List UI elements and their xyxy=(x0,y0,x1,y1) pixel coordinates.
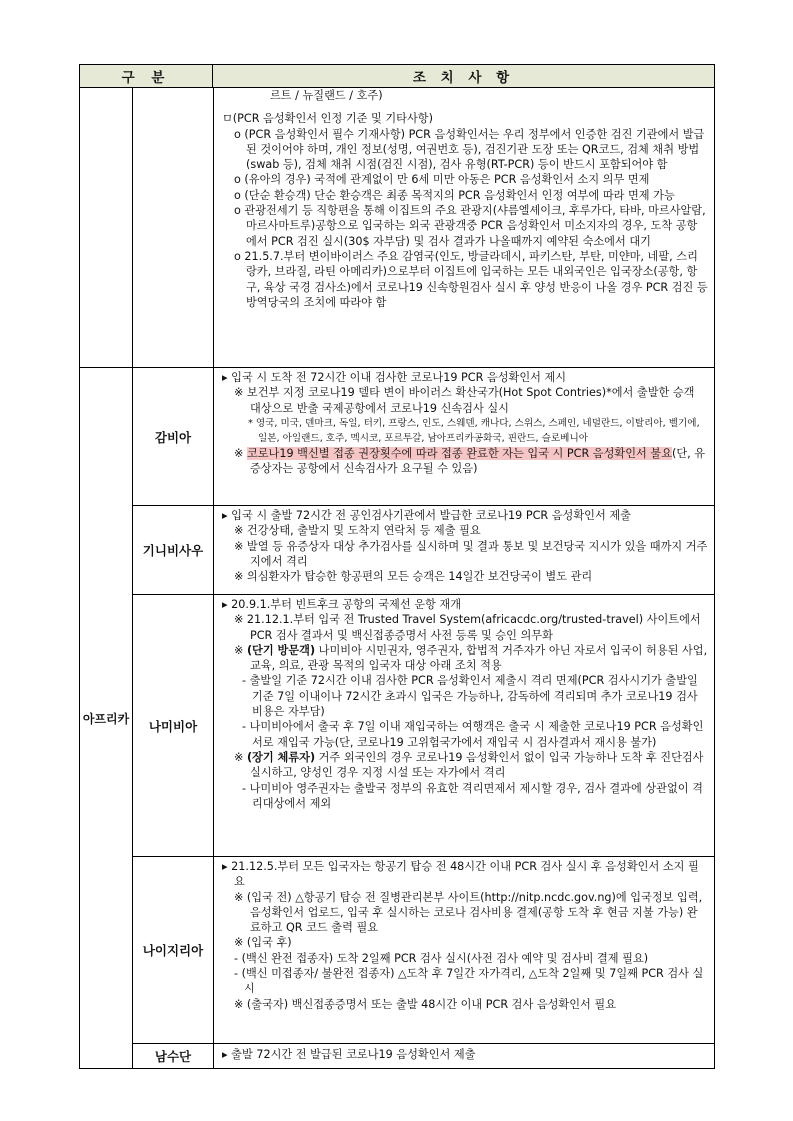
measures-table xyxy=(79,64,715,1069)
hl-prefix: ※ xyxy=(234,446,247,460)
list-item: ※ (장기 체류자) 거주 외국인의 경우 코로나19 음성확인서 없이 입국 가능하나 도착 후 진단검사 실시하고, 양성인 경우 지정 시설 또는 자가에서 격리 xyxy=(234,750,704,780)
text: 거주 외국인의 경우 코로나19 음성확인서 없이 입국 가능하나 도착 후 진단검사 실시하고, 양성인 경우 지정 시설 또는 자가에서 격리 xyxy=(250,750,704,780)
list-item: o 관광전세기 등 직항편을 통해 이집트의 주요 관광지(샤름엘셰이크, 후루가다, 타바, 마르사알람, 마르사마트루)공항으로 입국하는 외국 관광객중 PCR 음성확인서 미소지자의 경우, 도착 공항에서 PCR 검진 실시(30$ 자부담) 및 검사 결과가 나올때까지 예약된 숙소에서 대기 xyxy=(234,204,706,248)
intro-spacer xyxy=(222,103,708,111)
country-name: 나미비아 xyxy=(133,595,214,856)
list-item: ▸ 21.12.5.부터 모든 입국자는 항공기 탑승 전 48시간 이내 PCR 검사 실시 후 음성확인서 소지 필요 xyxy=(222,860,699,889)
list-item: o (PCR 음성확인서 필수 기재사항) PCR 음성확인서는 우리 정부에서 인증한 검진 기관에서 발급된 것이어야 하며, 개인 정보(성명, 여권번호 등), 검진기관 도장 또는 QR코드, 검체 채취 방법(swab 등), 검체 채취 시점(검진 시점), 검사 유형(RT-PCR) 등이 반드시 포함되어야 함 xyxy=(234,127,705,172)
intro-line: 르트 / 뉴질랜드 / 호주) xyxy=(270,89,383,102)
bold-label: (단기 방문객) xyxy=(246,643,316,657)
list-item: o 21.5.7.부터 변이바이러스 주요 감염국(인도, 방글라데시, 파키스탄, 부탄, 미얀마, 네팔, 스리랑카, 브라질, 라틴 아메리카)으로부터 이집트에 입국하는 모든 내외국인은 입국장소(공항, 항구, 육상 국경 검사소)에서 코로나19 신속항원검사 실시 후 양성 반응이 나올 경우 PCR 검진 등 방역당국의 조치에 따라야 함 xyxy=(234,249,708,309)
table-row-egypt-continued xyxy=(80,88,714,367)
list-item: ▸ 입국 시 출발 72시간 전 공인검사기관에서 발급한 코로나19 PCR 음성확인서 제출 xyxy=(222,509,631,522)
country-content xyxy=(214,506,714,594)
country-name: 나이지리아 xyxy=(133,857,214,1043)
country-content xyxy=(214,368,714,505)
africa-block xyxy=(80,367,714,1068)
sub-item: - (백신 미접종자/ 불완전 접종자) △도착 후 7일간 자가격리, △도착 2일째 및 7일째 PCR 검사 실시 xyxy=(234,967,704,996)
sub-item: - 나미비아에서 출국 후 7일 이내 재입국하는 여행객은 출국 시 제출한 코로나19 PCR 음성확인서로 재입국 가능(단, 코로나19 고위험국가에서 재입국 시 검사결과서 재시용 불가) xyxy=(242,720,704,749)
country-name: 기니비사우 xyxy=(133,506,214,594)
sub-item: - 나미비아 영주권자는 출발국 정부의 유효한 격리면제서 제시할 경우, 검사 결과에 상관없이 격리대상에서 제외 xyxy=(242,781,703,810)
country-row-guinea-bissau xyxy=(133,505,714,594)
list-item: ※ (입국 후) xyxy=(234,936,292,950)
list-item: ※ 21.12.1.부터 입국 전 Trusted Travel System(africacdc.org/trusted-travel) 사이트에서 PCR 검사 결과서 및 백신접종증명서 사전 등록 및 승인 의무화 xyxy=(234,613,701,642)
egypt-content xyxy=(214,88,714,367)
list-item: ※ 의심환자가 탑승한 항공편의 모든 승객은 14일간 보건당국이 별도 관리 xyxy=(234,570,593,584)
list-item-highlight xyxy=(222,446,708,477)
country-row-namibia xyxy=(133,594,714,856)
country-row-south-sudan xyxy=(133,1043,714,1068)
list-item: ※ 건강상태, 출발지 및 도착지 연락처 등 제출 필요 xyxy=(234,524,481,538)
country-name: 감비아 xyxy=(133,368,214,505)
country-name: 남수단 xyxy=(133,1044,214,1068)
footnote: * 영국, 미국, 덴마크, 독일, 터키, 프랑스, 인도, 스웨덴, 캐나다, 스위스, 스페인, 네덜란드, 이탈리아, 벨기에, 일본, 아일랜드, 호주, 멕시코, 포르투갈, 남아프리카공화국, 핀란드, 슬로베니아 xyxy=(248,417,700,444)
country-row-nigeria xyxy=(133,856,714,1043)
table-header xyxy=(80,65,714,88)
sub-item: - 출발일 기준 72시간 이내 검사한 PCR 음성확인서 제출시 격리 면제(PCR 검사시기가 출발일 기준 7일 이내이나 72시간 초과시 입국은 가능하나, 감독하에 격리되며 추가 코로나19 검사비용은 자부담) xyxy=(242,674,698,719)
list-item: ※ (입국 전) △항공기 탑승 전 질병관리본부 사이트(http://nitp.ncdc.gov.ng)에 입국정보 입력, 음성확인서 업로드, 입국 후 실시하는 코로나 검사비용 결제(공항 도착 후 현금 지불 가능) 완료하고 QR 코드 출력 필요 xyxy=(234,890,703,935)
sub-item: - (백신 완전 접종자) 도착 2일째 PCR 검사 실시(사전 검사 예약 및 검사비 결제 필요) xyxy=(234,951,649,965)
list-item: ※ 보건부 지정 코로나19 델타 변이 바이러스 확산국가(Hot Spot Contries)*에서 출발한 승객 대상으로 반출 국제공항에서 코로나19 신속검사 실시 xyxy=(234,386,695,415)
list-item: o (단순 환승객) 단순 환승객은 최종 목적지의 PCR 음성확인서 인정 여부에 따라 면제 가능 xyxy=(234,188,675,202)
country-content xyxy=(214,857,714,1043)
header-category: 구 분 xyxy=(80,65,213,87)
header-measures: 조 치 사 항 xyxy=(412,70,515,86)
list-item: ▸ 출발 72시간 전 발급된 코로나19 음성확인서 제출 xyxy=(222,1048,476,1061)
africa-countries xyxy=(133,368,714,1068)
country-content xyxy=(214,1044,714,1068)
hl-suffix: (단, 유증상자는 공항에서 신속검사가 요구될 수 있음) xyxy=(250,446,706,476)
highlighted-text: 코로나19 백신별 접종 권장횟수에 따라 접종 완료한 자는 입국 시 PCR 음성확인서 불요 xyxy=(246,446,673,460)
country-row-gambia xyxy=(133,368,714,505)
country-cell-empty xyxy=(133,88,214,367)
region-label: 아프리카 xyxy=(80,368,133,1068)
list-item: ※ 발열 등 유증상자 대상 추가검사를 실시하며 및 결과 통보 및 보건당국 지시가 있을 때까지 거주지에서 격리 xyxy=(234,539,708,568)
list-item: ▸ 20.9.1.부터 빈트후크 공항의 국제선 운항 재개 xyxy=(222,598,462,611)
region-cell-empty xyxy=(80,88,133,367)
text: 나미비아 시민권자, 영주권자, 합법적 거주자가 아닌 자로서 입국이 허용된 사업, 교육, 의료, 관광 목적의 입국자 대상 아래 조치 적용 xyxy=(250,643,708,673)
country-content xyxy=(214,595,714,856)
list-item: ※ (단기 방문객) 나미비아 시민권자, 영주권자, 합법적 거주자가 아닌 자로서 입국이 허용된 사업, 교육, 의료, 관광 목적의 입국자 대상 아래 조치 적용 xyxy=(234,643,708,673)
list-item: o (유아의 경우) 국적에 관계없이 만 6세 미만 아동은 PCR 음성확인서 소지 의무 면제 xyxy=(234,173,650,187)
list-item: ▸ 입국 시 도착 전 72시간 이내 검사한 코로나19 PCR 음성확인서 제시 xyxy=(222,371,567,384)
bold-label: (장기 체류자) xyxy=(246,750,316,764)
section-heading: ㅁ(PCR 음성확인서 인정 기준 및 기타사항) xyxy=(222,112,433,126)
list-item: ※ (출국자) 백신접종증명서 또는 출발 48시간 이내 PCR 검사 음성확인서 필요 xyxy=(234,997,617,1011)
